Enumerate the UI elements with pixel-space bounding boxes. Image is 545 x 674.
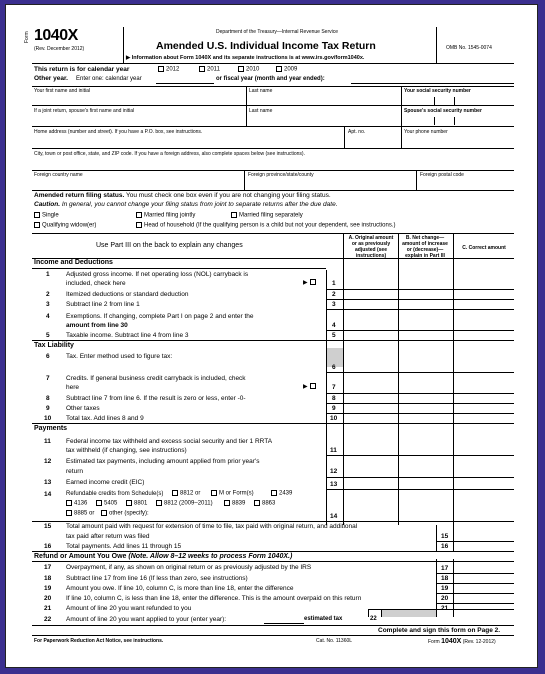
line-1-text: Adjusted gross income. If net operating loss (NOL) carryback is (66, 271, 249, 278)
line-number: 13 (330, 481, 338, 488)
caution-label: Caution. (34, 201, 60, 208)
department: Department of the Treasury—Internal Revenue Service (216, 29, 339, 35)
option-label: 2439 (279, 490, 293, 497)
grid-line (398, 233, 399, 525)
line-number: 14 (44, 491, 52, 498)
line-11-text: Federal income tax withheld and excess social security and tier 1 RRTA (66, 438, 273, 445)
line-2-text: Itemized deductions or standard deduction (66, 291, 189, 298)
info-line: ▶ Information about Form 1040X and its separate instructions is at www.irs.gov/form1040x. (126, 55, 365, 61)
form-page (5, 4, 538, 668)
line-number: 3 (46, 301, 50, 308)
cat-number: Cat. No. 11360L (316, 638, 353, 644)
grid-line (368, 609, 369, 617)
use-part-iii: Use Part III on the back to explain any changes (96, 242, 243, 249)
divider (32, 635, 514, 636)
line-number: 20 (44, 595, 52, 602)
form-8801-checkbox[interactable] (126, 500, 147, 507)
line-number: 8 (46, 395, 50, 402)
divider (32, 233, 514, 234)
province-label: Foreign province/state/county (248, 172, 314, 178)
line-8-text: Subtract line 7 from line 6. If the result is zero or less, enter -0- (66, 395, 246, 402)
divider (32, 126, 514, 127)
line-number: 17 (441, 565, 449, 572)
refund-note: (Note. Allow 8–12 weeks to process Form 1040X.) (128, 553, 293, 560)
shaded-cell (382, 609, 436, 617)
line-number: 11 (44, 438, 51, 445)
divider (401, 86, 402, 148)
divider (32, 86, 514, 87)
grid-line (343, 233, 344, 525)
line-number: 20 (441, 595, 449, 602)
divider (32, 63, 514, 64)
income-section: Income and Deductions (34, 259, 113, 266)
year-label: This return is for calendar year (34, 66, 130, 73)
divider (326, 372, 514, 373)
filing-status-label: Amended return filing status. (34, 192, 125, 199)
footer-form-word: Form (428, 639, 440, 645)
year-option-label: 2012 (166, 66, 180, 73)
divider (436, 593, 514, 594)
paperwork-notice: For Paperwork Reduction Act Notice, see instructions. (34, 638, 164, 644)
option-label: 8863 (262, 500, 276, 507)
divider (32, 268, 326, 269)
line-number: 15 (44, 523, 52, 530)
line-20-text: If line 10, column C, is less than line 18, enter the difference. This is the amount overpaid on this return (66, 595, 362, 602)
ssn-separator (454, 97, 455, 105)
line-9-text: Other taxes (66, 405, 100, 412)
line-5-text: Taxable income. Subtract line 4 from line 3 (66, 332, 189, 339)
line-number: 8 (332, 395, 336, 402)
payments-section: Payments (34, 425, 68, 432)
divider (416, 170, 417, 190)
form-8885-checkbox[interactable] (66, 510, 94, 517)
line-number: 10 (330, 415, 338, 422)
divider (436, 603, 514, 604)
filing-status-text: You must check one box even if you are not changing your filing status. (126, 192, 331, 199)
divider (32, 551, 514, 552)
year-option-label: 2010 (246, 66, 260, 73)
line-number: 7 (46, 375, 50, 382)
line-22-text: Amount of line 20 you want applied to your (enter year): (66, 616, 227, 623)
line-1-text-2: included, check here (66, 280, 126, 287)
line-number: 13 (44, 479, 52, 486)
form-8839-checkbox[interactable] (224, 500, 245, 507)
option-label: other (specify): (109, 510, 149, 517)
col-b-header: B. Net change— amount of increase or (decrease)— explain in Part III (402, 235, 448, 259)
line-7-text-2: here (66, 384, 80, 391)
footer-form-number: 1040X (441, 638, 462, 645)
divider (326, 309, 514, 310)
line-number: 16 (441, 543, 449, 550)
divider (326, 413, 514, 414)
line-17-text: Overpayment, if any, as shown on original return or as previously adjusted by the IRS (66, 564, 312, 571)
option-label: 4136 (74, 500, 88, 507)
form-4136-checkbox[interactable] (66, 500, 87, 507)
divider (123, 27, 124, 63)
line-number: 3 (332, 301, 336, 308)
country-label: Foreign country name (34, 172, 83, 178)
line-4-text: Exemptions. If changing, complete Part I on page 2 and enter the (66, 313, 254, 320)
divider (32, 190, 514, 191)
divider (326, 299, 514, 300)
year-2009-checkbox[interactable] (276, 66, 297, 73)
divider (32, 105, 514, 106)
line-number: 15 (441, 533, 449, 540)
line-number: 9 (46, 405, 50, 412)
form-8812-checkbox[interactable] (156, 500, 213, 507)
form-word: Form (24, 31, 30, 43)
divider (436, 27, 437, 63)
option-label: 8885 or (74, 510, 95, 517)
nol-checkbox[interactable]: ▶ (303, 279, 318, 286)
first-name-label: Your first name and initial (34, 88, 90, 94)
other-year-label: Other year. (34, 75, 68, 82)
divider (32, 521, 514, 522)
divider (32, 258, 514, 259)
line-number: 19 (441, 585, 449, 592)
spouse-ssn-label: Spouse's social security number (404, 108, 482, 114)
hoh-checkbox[interactable] (136, 222, 396, 229)
line-number: 18 (44, 575, 52, 582)
form-2439-checkbox[interactable] (271, 490, 292, 497)
line-number: 17 (44, 564, 52, 571)
line-21-text: Amount of line 20 you want refunded to you (66, 605, 192, 612)
divider (326, 489, 514, 490)
divider (326, 455, 514, 456)
divider (246, 86, 247, 126)
divider (326, 289, 514, 290)
line-13-text: Earned income credit (EIC) (66, 479, 145, 486)
last-name-label: Last name (249, 88, 273, 94)
line-15-text-2: tax paid after return was filed (66, 533, 150, 540)
option-label: 8801 (134, 500, 148, 507)
line-10-text: Total tax. Add lines 8 and 9 (66, 415, 144, 422)
divider (368, 609, 514, 610)
mfs-checkbox[interactable] (231, 212, 303, 219)
filing-status-line (34, 192, 331, 199)
line-number: 6 (332, 364, 336, 371)
estimated-tax-label: estimated tax (304, 616, 343, 622)
postal-label: Foreign postal code (420, 172, 464, 178)
line-number: 12 (330, 468, 338, 475)
other-credit-checkbox[interactable] (101, 510, 149, 517)
divider (32, 340, 514, 341)
caution-text: In general, you cannot change your filing status from joint to separate returns after the due date. (61, 201, 338, 208)
hoh-label: Head of household (If the qualifying person is a child but not your dependent, see instructions.) (144, 222, 396, 229)
line-number: 12 (44, 458, 52, 465)
line-number: 21 (441, 605, 449, 612)
fiscal-year-input[interactable] (351, 83, 514, 84)
line-11-text-2: tax withheld (if changing, see instructions) (66, 447, 187, 454)
form-title: Amended U.S. Individual Income Tax Return (156, 40, 376, 52)
qw-label: Qualifying widow(er) (42, 222, 97, 229)
option-label: 5405 (104, 500, 118, 507)
single-checkbox[interactable] (34, 212, 59, 219)
line-14-text: Refundable credits from Schedule(s) (66, 491, 164, 497)
divider (32, 625, 514, 626)
single-label: Single (42, 212, 59, 219)
complete-sign-note: Complete and sign this form on Page 2. (378, 627, 501, 634)
grid-line (453, 525, 454, 551)
line-number: 4 (46, 313, 50, 320)
form-8863-checkbox[interactable] (254, 500, 275, 507)
option-label: 8839 (232, 500, 246, 507)
sch-8812-checkbox[interactable] (172, 490, 200, 497)
ssn-label: Your social security number (404, 88, 471, 94)
caution-line (34, 201, 338, 208)
line-15-text: Total amount paid with request for extension of time to file, tax paid with original return, and additional (66, 523, 358, 530)
line-number: 9 (332, 405, 336, 412)
sch-m-checkbox[interactable] (211, 490, 254, 497)
line-number: 4 (332, 322, 336, 329)
line-19-text: Amount you owe. If line 10, column C, is more than line 18, enter the difference (66, 585, 294, 592)
divider (32, 170, 514, 171)
line-number: 6 (46, 353, 50, 360)
line-number: 21 (44, 605, 52, 612)
line-number: 1 (332, 280, 336, 287)
line-number: 18 (441, 575, 449, 582)
line-4-text-2: amount from line 30 (66, 322, 128, 329)
year-2010-checkbox[interactable] (238, 66, 259, 73)
omb-number: OMB No. 1545-0074 (446, 45, 492, 51)
tax-section: Tax Liability (34, 342, 74, 349)
year-option-label: 2009 (284, 66, 298, 73)
year-option-label: 2011 (207, 66, 220, 73)
divider (326, 330, 514, 331)
line-12-text: Estimated tax payments, including amount applied from prior year's (66, 458, 260, 465)
option-label: 8812 (2009–2011) (164, 500, 213, 507)
line-number: 11 (330, 447, 337, 454)
line-number: 16 (44, 543, 52, 550)
line-number: 5 (332, 332, 336, 339)
mfj-checkbox[interactable] (136, 212, 195, 219)
ssn-separator (434, 117, 435, 125)
divider (326, 403, 514, 404)
line-number: 7 (332, 384, 336, 391)
line-16-text: Total payments. Add lines 11 through 15 (66, 543, 182, 550)
line-7-text: Credits. If general business credit carryback is included, check (66, 375, 246, 382)
refund-label: Refund or Amount You Owe (34, 553, 127, 560)
ssn-separator (454, 117, 455, 125)
footer-rev: (Rev. 12-2012) (462, 639, 496, 645)
line-number: 2 (332, 291, 336, 298)
home-address-label: Home address (number and street). If you have a P.O. box, see instructions. (34, 129, 203, 135)
divider (436, 541, 514, 542)
spouse-first-label: If a joint return, spouse's first name and initial (34, 108, 135, 114)
phone-label: Your phone number (404, 129, 448, 135)
line-number: 22 (44, 616, 52, 623)
option-label: 8812 or (180, 490, 201, 497)
divider (326, 393, 514, 394)
line-6-text: Tax. Enter method used to figure tax: (66, 353, 173, 360)
divider (32, 561, 514, 562)
divider (436, 573, 514, 574)
divider (436, 583, 514, 584)
apt-label: Apt. no. (348, 129, 366, 135)
line-number: 22 (370, 616, 377, 622)
line-number: 14 (330, 513, 338, 520)
calendar-year-input[interactable] (156, 83, 214, 84)
mfs-label: Married filing separately (239, 212, 303, 219)
ssn-separator (434, 97, 435, 105)
footer-form-id (428, 638, 496, 645)
line-number: 1 (46, 271, 50, 278)
divider (244, 170, 245, 190)
line-12-text-2: return (66, 468, 83, 475)
applied-year-input[interactable] (264, 623, 304, 624)
mfj-label: Married filing jointly (144, 212, 196, 219)
year-2011-checkbox[interactable] (199, 66, 220, 73)
fiscal-year-text: or fiscal year (month and year ended): (216, 76, 325, 82)
divider (32, 423, 514, 424)
divider (344, 126, 345, 148)
line-number: 19 (44, 585, 52, 592)
other-year-text: Enter one: calendar year (76, 76, 142, 82)
col-c-header: C. Correct amount (462, 245, 506, 251)
form-number: 1040X (34, 27, 78, 44)
year-2012-checkbox[interactable] (158, 66, 179, 73)
line-number: 5 (46, 332, 50, 339)
city-label: City, town or post office, state, and ZIP code. If you have a foreign address, also complete spaces below (see instructions). (34, 151, 305, 157)
gbc-checkbox[interactable]: ▶ (303, 383, 318, 390)
qw-checkbox[interactable] (34, 222, 96, 229)
form-5405-checkbox[interactable] (96, 500, 117, 507)
line-number: 10 (44, 415, 52, 422)
form-revision: (Rev. December 2012) (34, 46, 85, 52)
line-3-text: Subtract line 2 from line 1 (66, 301, 140, 308)
line-number: 2 (46, 291, 50, 298)
grid-line (453, 233, 454, 525)
divider (32, 148, 514, 149)
line-18-text: Subtract line 17 from line 16 (If less than zero, see instructions) (66, 575, 248, 582)
refund-section (34, 553, 292, 560)
col-a-header: A. Original amount or as previously adjusted (see instructions) (348, 235, 394, 259)
spouse-last-label: Last name (249, 108, 273, 114)
divider (326, 477, 514, 478)
option-label: M or Form(s) (219, 490, 254, 497)
